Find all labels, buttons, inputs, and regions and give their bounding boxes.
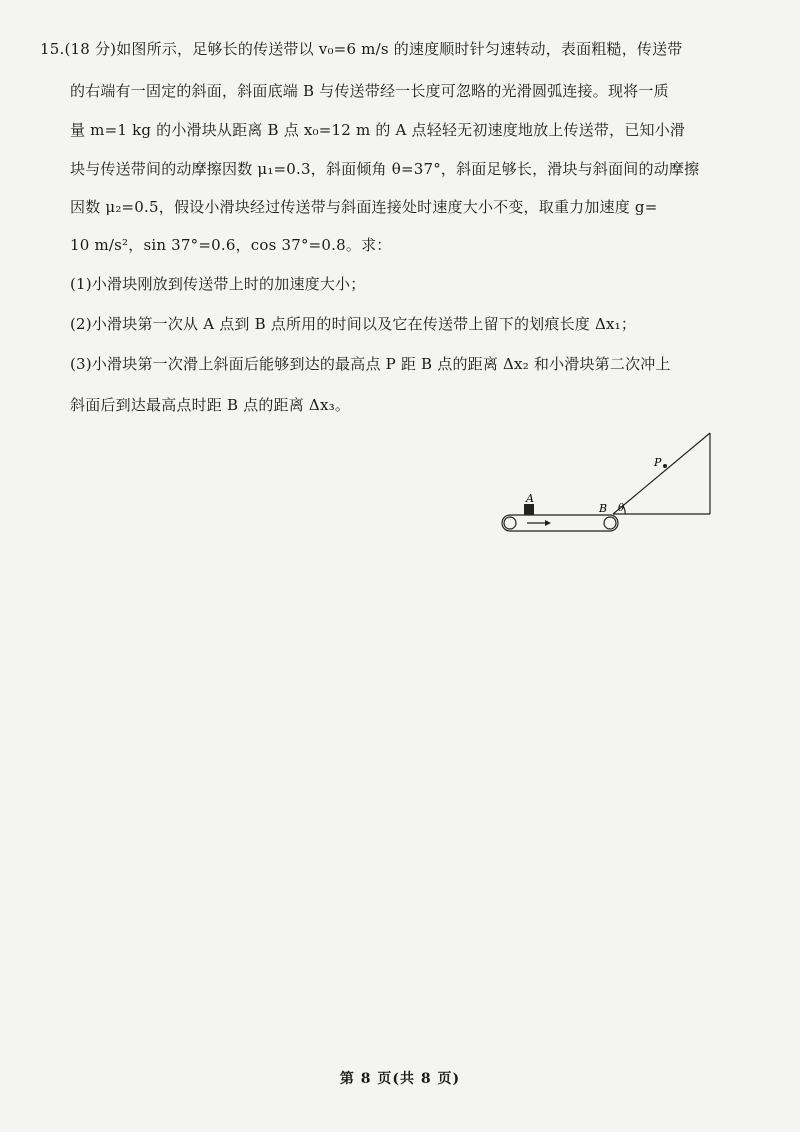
sub-question-2: (2)小滑块第一次从 A 点到 B 点所用的时间以及它在传送带上留下的划痕长度 Δx₁； [70,315,637,333]
label-a: A [526,492,534,505]
question-line-6: 10 m/s²，sin 37°=0.6，cos 37°=0.8。求： [70,236,392,254]
incline [613,433,710,514]
slider-block [524,504,534,515]
point-p [663,464,667,468]
label-b: B [599,502,608,515]
question-line-3: 量 m=1 kg 的小滑块从距离 B 点 x₀=12 m 的 A 点轻轻无初速度地放上传送带，已知小滑 [70,121,686,139]
question-line-2: 的右端有一固定的斜面，斜面底端 B 与传送带经一长度可忽略的光滑圆弧连接。现将一质 [70,82,669,100]
sub-question-1: (1)小滑块刚放到传送带上时的加速度大小； [70,275,366,293]
conveyor-belt [502,515,618,531]
conveyor-incline-diagram [495,425,720,540]
sub-question-3-cont: 斜面后到达最高点时距 B 点的距离 Δx₃。 [70,396,351,414]
label-theta: θ [618,503,625,514]
belt-direction-arrow-icon [527,520,551,526]
page-footer: 第 8 页(共 8 页) [339,1071,461,1087]
question-line-5: 因数 μ₂=0.5，假设小滑块经过传送带与斜面连接处时速度大小不变，取重力加速度 g= [70,198,658,216]
question-line-4: 块与传送带间的动摩擦因数 μ₁=0.3，斜面倾角 θ=37°，斜面足够长，滑块与斜面间的动摩擦 [70,160,700,178]
label-p: P [654,456,662,469]
question-line-1: 15.(18 分)如图所示，足够长的传送带以 v₀=6 m/s 的速度顺时针匀速转动，表面粗糙，传送带 [40,40,683,58]
sub-question-3: (3)小滑块第一次滑上斜面后能够到达的最高点 P 距 B 点的距离 Δx₂ 和小滑块第二次冲上 [70,355,671,373]
